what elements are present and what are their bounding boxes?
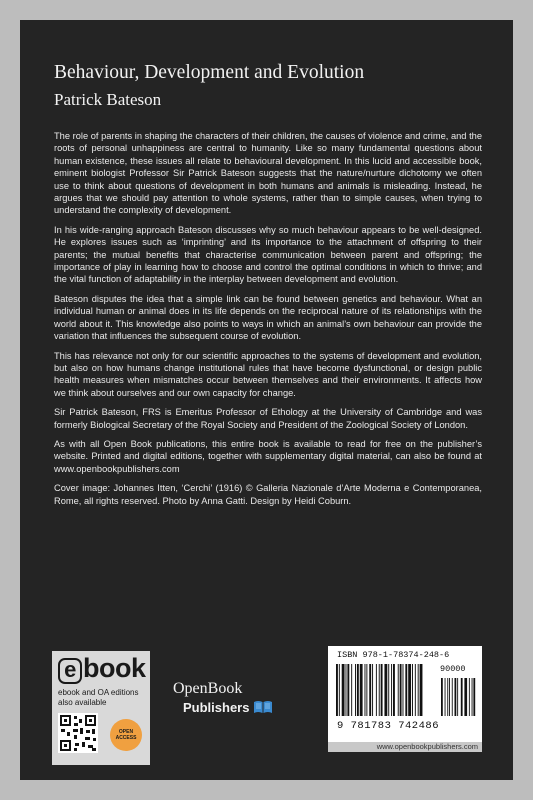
ean-number: 9 781783 742486 <box>337 720 440 732</box>
back-cover <box>20 20 513 780</box>
blurb-paragraph: The role of parents in shaping the characters of their children, the causes of violence and crime, and the roots of personal unhappiness are central to humanity. Like so many fundamental questions about human existence, these issues all relate to behavioural development. In this lucid and accessible book, eminent biologist Professor Sir Patrick Bateson suggests that the nature/nurture dichotomy we often use to think about questions of development in both humans and animals is misleading. Instead, he argues that we should pay attention to whole systems, rather than to simple causes, when trying to understand the complexity of development. <box>54 131 482 216</box>
isbn-text: ISBN 978-1-78374-248-6 <box>337 650 450 660</box>
book-author: Patrick Bateson <box>54 90 162 109</box>
ebook-word: book <box>83 653 146 683</box>
barcode-box <box>328 646 482 742</box>
qr-code-icon <box>58 713 98 753</box>
price-addon: 90000 <box>440 664 466 674</box>
ebook-logo <box>58 653 146 684</box>
blurb-paragraph: Bateson disputes the idea that a simple link can be found between genetics and behaviour. What an individual human or animal does in its life depends on the reciprocal nature of its relationships with the world about it. This knowledge also points to ways in which an animal’s own behaviour can provide the variation that influences the subsequent course of evolution. <box>54 293 482 342</box>
publisher-name: OpenBook <box>173 680 243 697</box>
book-title: Behaviour, Development and Evolution <box>54 62 365 83</box>
open-access-label: OPEN ACCESS <box>115 729 137 741</box>
ebook-caption-line1: ebook and OA editions <box>58 688 139 697</box>
open-access-icon <box>110 719 142 751</box>
publisher-subname: Publishers <box>183 700 250 715</box>
cover-credit: Cover image: Johannes Itten, ‘Cerchi’ (1916) © Galleria Nazionale d’Arte Moderna e Contemporanea, Rome, all rights reserved. Photo by Anna Gatti. Design by Heidi Coburn. <box>54 483 482 506</box>
author-bio: Sir Patrick Bateson, FRS is Emeritus Professor of Ethology at the University of Cambridge and was formerly Biological Secretary of the Royal Society and President of the Zoological Society of London. <box>54 407 482 430</box>
open-book-icon <box>253 700 273 714</box>
ebook-badge <box>52 651 150 765</box>
ebook-caption-line2: also available <box>58 698 107 707</box>
website-strip <box>328 742 482 752</box>
availability-note: As with all Open Book publications, this entire book is available to read for free on the publisher’s website. Printed and digital editions, together with supplementary digital material, can also be found at www.openbookpublishers.com <box>54 438 482 474</box>
blurb-paragraph: This has relevance not only for our scientific approaches to the systems of development and evolution, but also on how humans change institutional rules that have become dysfunctional, or design public health measures when mismatches occur between themselves and their environments. It affects how we think about ourselves and our own capacity for change. <box>54 350 482 398</box>
publisher-website: www.openbookpublishers.com <box>376 742 478 751</box>
blurb <box>54 130 482 514</box>
ebook-e-icon: e <box>58 658 82 684</box>
blurb-paragraph: In his wide-ranging approach Bateson discusses why so much behaviour appears to be well-designed. He explores issues such as ‘imprinting’ and its importance to the attachment of offspring to their parents; the mutual benefits that characterise communication between parent and offspring; the importance of play in learning how to choose and control the optimal conditions in which to thrive; and the vital function of adaptability in the interplay between development and evolution. <box>54 224 482 285</box>
publisher-logo <box>173 680 278 720</box>
barcode-icon <box>336 664 476 716</box>
